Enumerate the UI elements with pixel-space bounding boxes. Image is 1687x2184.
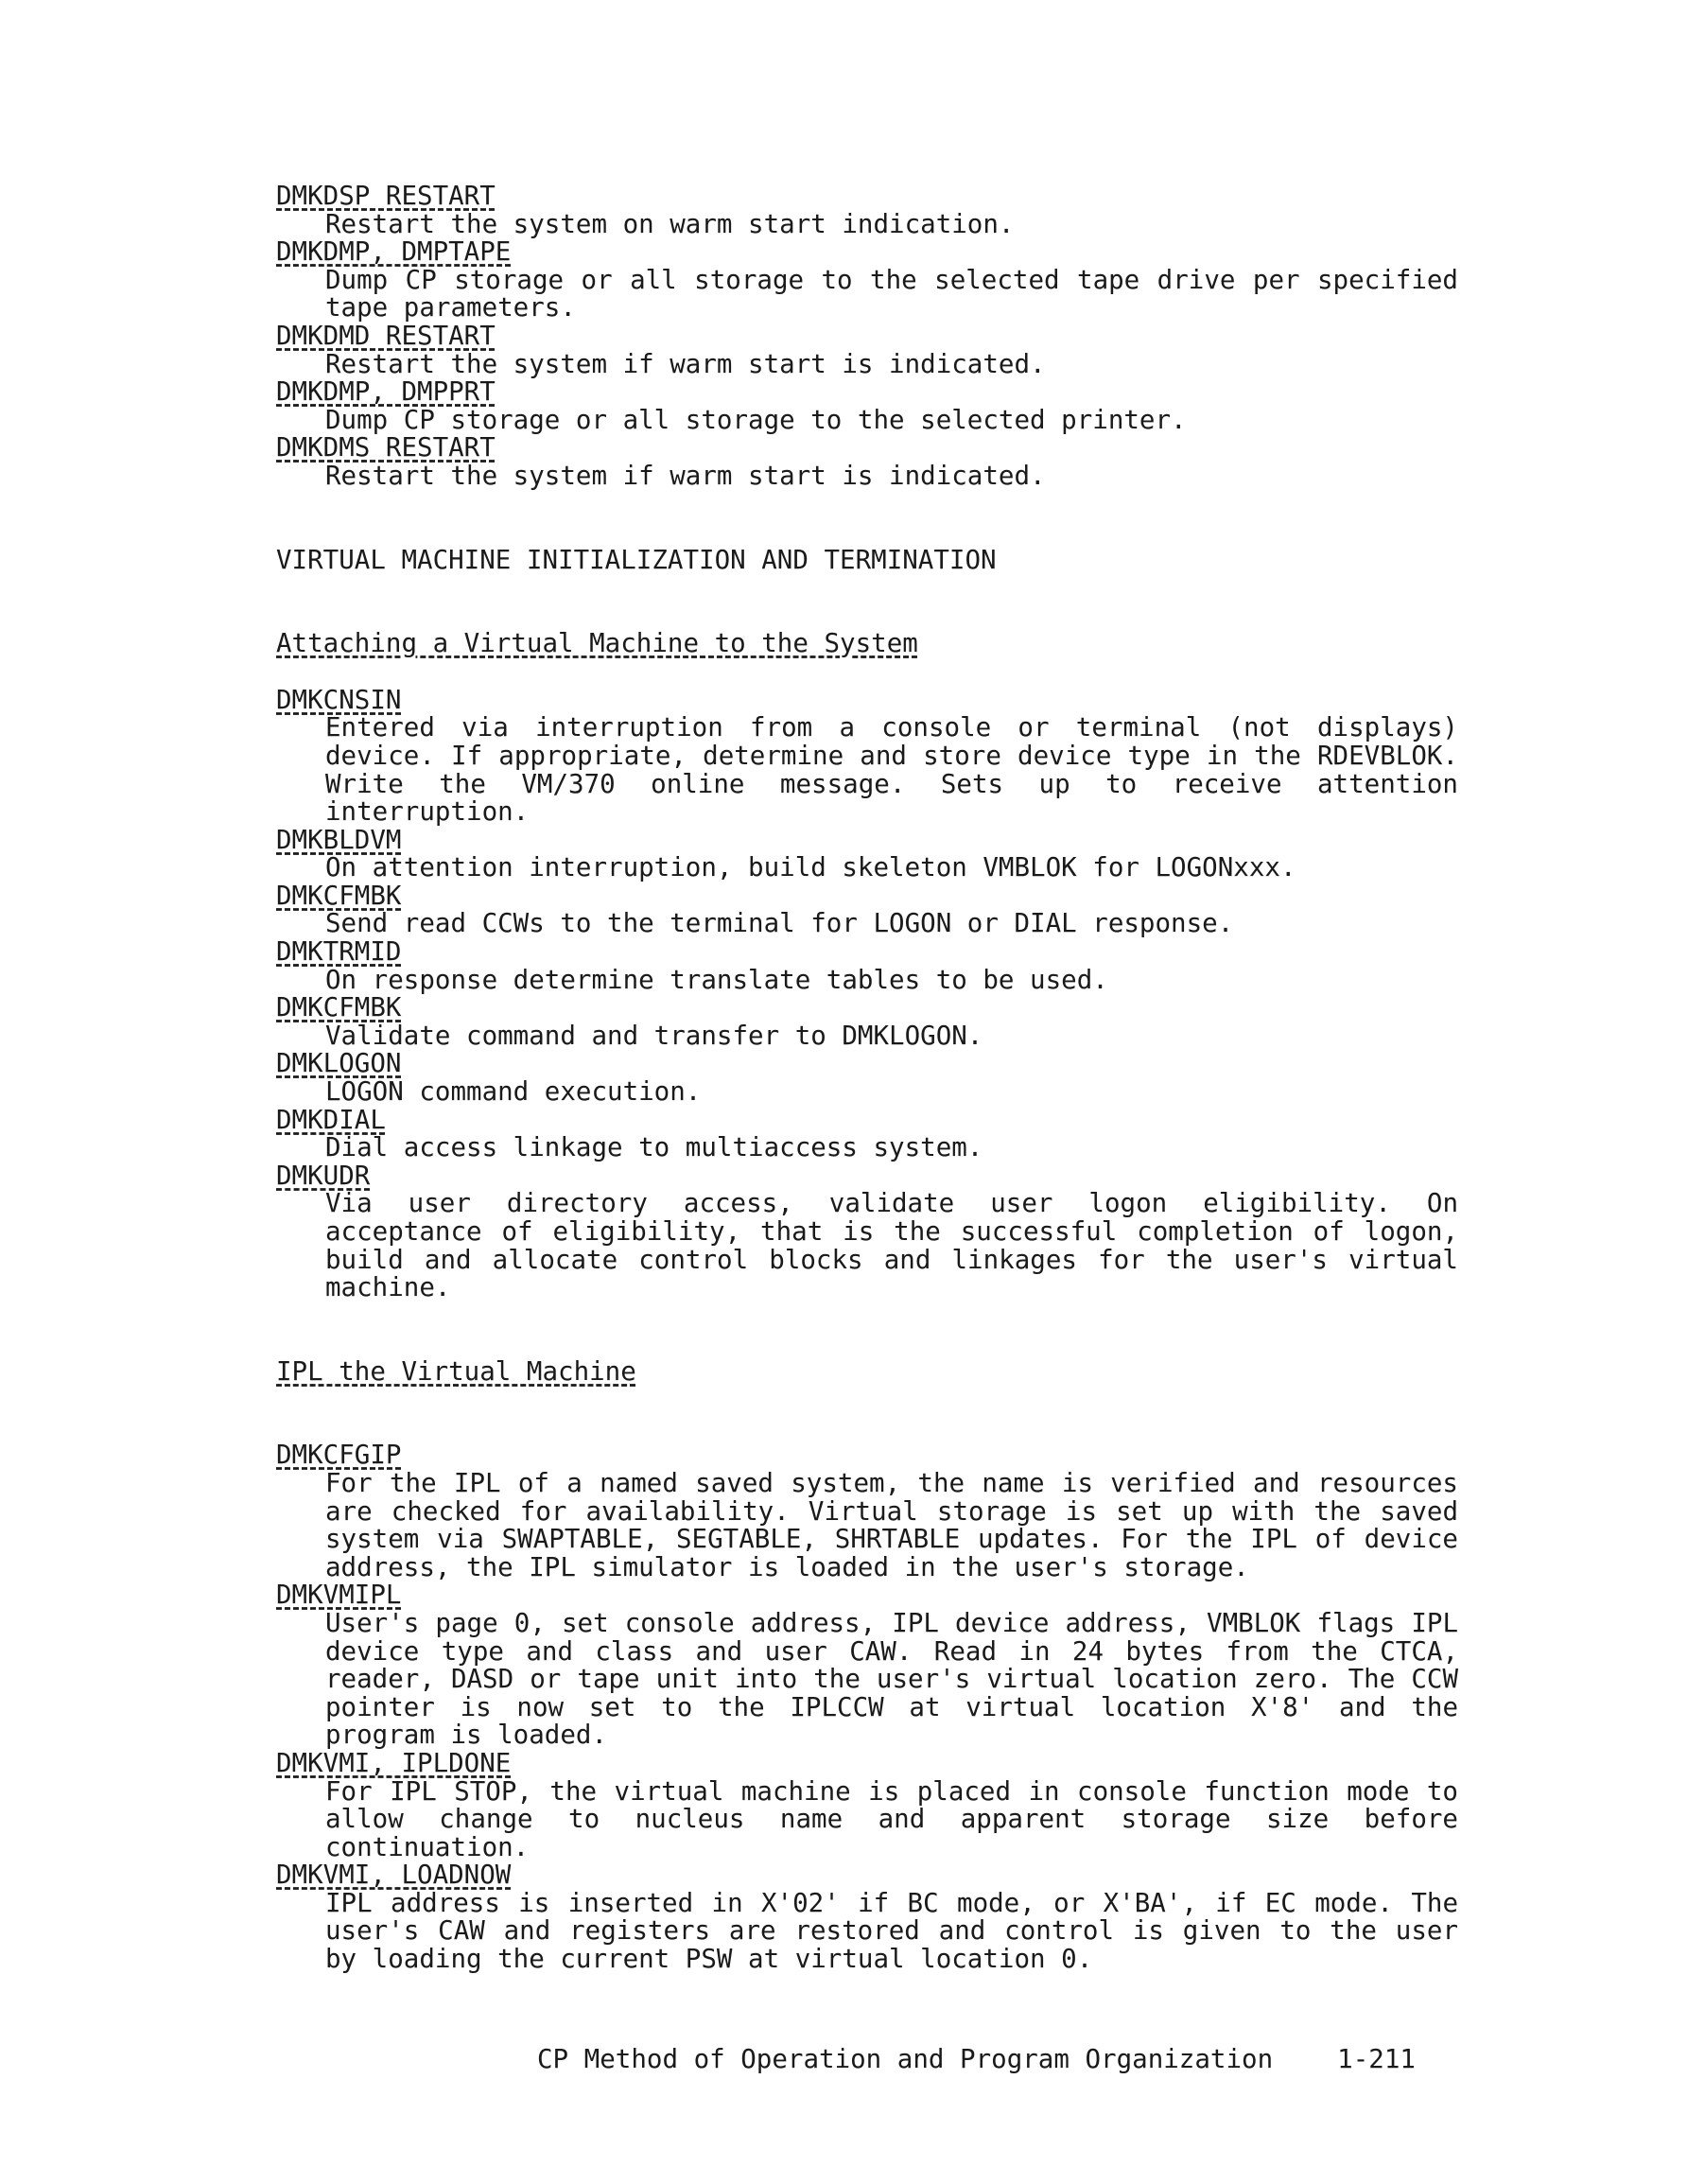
entry-description: Restart the system if warm start is indicated. — [325, 348, 1046, 379]
entry-name: DMKCFMBK — [276, 992, 402, 1023]
entry-name: DMKVMI, IPLDONE — [276, 1747, 512, 1778]
attach-heading-wrap — [276, 630, 1458, 658]
entry-name: DMKCNSIN — [276, 684, 402, 715]
subsection-heading: IPL the Virtual Machine — [276, 1355, 636, 1387]
entry-description: On attention interruption, build skeleton VMBLOK for LOGONxxx. — [325, 852, 1296, 883]
entry-name: DMKLOGON — [276, 1048, 402, 1079]
entry-description: Dial access linkage to multiaccess system. — [325, 1132, 983, 1163]
subsection-heading: Attaching a Virtual Machine to the System — [276, 628, 918, 659]
entry-description: LOGON command execution. — [325, 1076, 702, 1108]
entry-description: User's page 0, set console address, IPL device address, VMBLOK flags IPL device type and class and user CAW. Read in 24 bytes from the CTCA, reader, DASD or tape unit into the user's virtual location zero. The CCW pointer is now set to the IPLCCW at virtual location X'8' and the program is loaded. — [325, 1607, 1458, 1751]
entry-description: Validate command and transfer to DMKLOGON. — [325, 1020, 983, 1051]
entry-name: DMKDMS RESTART — [276, 432, 496, 463]
entry-name: DMKDIAL — [276, 1104, 386, 1135]
entry-name: DMKDMD RESTART — [276, 320, 496, 351]
entry-description: Entered via interruption from a console or terminal (not displays) device. If appropriate, determine and store device type in the RDEVBLOK. Write the VM/370 online message. Sets up to receive attention interruption. — [325, 712, 1458, 828]
entry-description: Send read CCWs to the terminal for LOGON or DIAL response. — [325, 908, 1234, 939]
spacer — [276, 1302, 1458, 1358]
entry-name: DMKDSP RESTART — [276, 181, 496, 211]
entry-name: DMKCFGIP — [276, 1440, 402, 1471]
restart-entries — [276, 183, 1458, 491]
entry-description: Dump CP storage or all storage to the selected printer. — [325, 404, 1187, 435]
document-page — [276, 183, 1458, 1974]
entry-description: Via user directory access, validate user logon eligibility. On acceptance of eligibility, that is the successful completion of logon, build and allocate control blocks and linkages for the user's virtual machine. — [325, 1188, 1458, 1303]
entry-name: DMKCFMBK — [276, 880, 402, 911]
section-title: VIRTUAL MACHINE INITIALIZATION AND TERMINATION — [276, 544, 997, 575]
entry-name: DMKTRMID — [276, 936, 402, 968]
entry-name: DMKDMP, DMPPRT — [276, 376, 496, 408]
entry-description: Dump CP storage or all storage to the selected tape drive per specified tape parameters. — [325, 264, 1458, 323]
footer-title: CP Method of Operation and Program Organization — [537, 2044, 1274, 2074]
entry-name: DMKBLDVM — [276, 824, 402, 855]
entry-description: Restart the system if warm start is indicated. — [325, 460, 1046, 491]
entry-description: On response determine translate tables to be used. — [325, 964, 1108, 995]
page-footer — [537, 2046, 1416, 2074]
entry-name: DMKUDR — [276, 1160, 371, 1191]
ipl-heading-wrap — [276, 1355, 1458, 1387]
entry-name: DMKDMP, DMPTAPE — [276, 236, 512, 268]
page-number: 1-211 — [1337, 2044, 1416, 2074]
entry-description: Restart the system on warm start indication. — [325, 208, 1015, 239]
spacer — [276, 1386, 1458, 1441]
attach-entries — [276, 684, 1458, 1303]
entry-description: For IPL STOP, the virtual machine is placed in console function mode to allow change to nucleus name and apparent storage size before continuation. — [325, 1775, 1458, 1862]
entry-name: DMKVMIPL — [276, 1580, 402, 1611]
ipl-entries — [276, 1441, 1458, 1973]
entry-description: For the IPL of a named saved system, the name is verified and resources are checked for availability. Virtual storage is set up with the saved system via SWAPTABLE, SEGTABLE, SHRTABLE updates. For the IPL of device address, the IPL simulator is loaded in the user's storage. — [325, 1467, 1458, 1582]
entry-description: IPL address is inserted in X'02' if BC mode, or X'BA', if EC mode. The user's CAW and registers are restored and control is given to the user by loading the current PSW at virtual location 0. — [325, 1887, 1458, 1975]
entry-name: DMKVMI, LOADNOW — [276, 1860, 512, 1891]
